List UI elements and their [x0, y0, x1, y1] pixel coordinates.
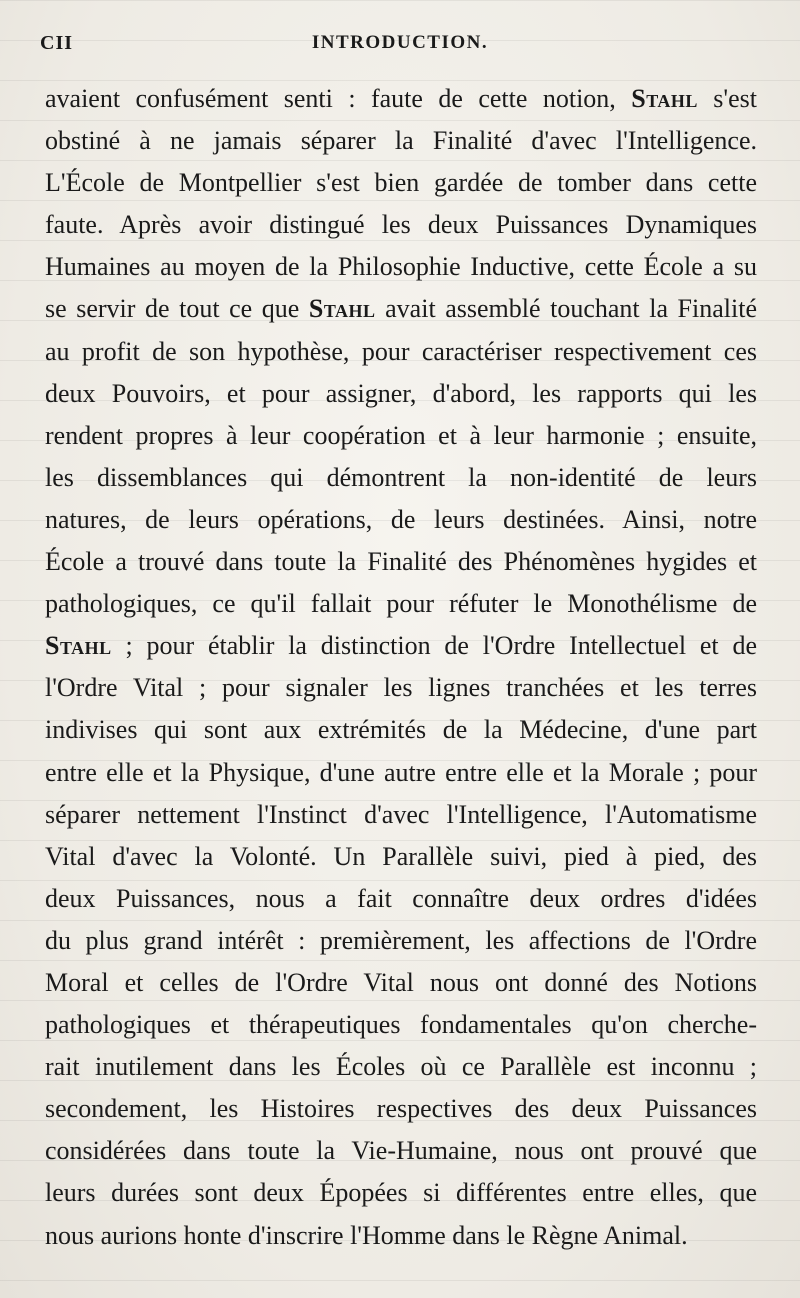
text-line [45, 331, 757, 373]
text-segment: considérées dans toute la Vie-Humaine, nous ont prouvé que [45, 1136, 757, 1166]
text-segment: s'est [697, 84, 757, 113]
text-line [45, 373, 757, 415]
text-segment: faute. Après avoir distingué les deux Puissances Dynamiques [45, 210, 757, 240]
page-number: CII [40, 32, 74, 54]
text-line [45, 667, 757, 709]
text-segment: Humaines au moyen de la Philosophie Inductive, cette École a su [45, 252, 757, 282]
text-line [45, 288, 757, 330]
text-segment: pathologiques et thérapeutiques fondamentales qu'on cherche- [45, 1010, 757, 1040]
text-line [45, 120, 757, 162]
running-title: INTRODUCTION. [311, 32, 489, 53]
text-line [45, 1046, 757, 1088]
text-line [45, 625, 757, 667]
text-segment: se servir de tout ce que [45, 294, 309, 324]
body-paragraph [45, 78, 757, 1257]
text-segment: rait inutilement dans les Écoles où ce Parallèle est inconnu ; [45, 1052, 757, 1082]
text-segment: Moral et celles de l'Ordre Vital nous ont donné des Notions [45, 967, 757, 997]
text-segment: indivises qui sont aux extrémités de la Médecine, d'une part [45, 715, 757, 745]
text-line [45, 1172, 757, 1214]
text-line [45, 204, 757, 246]
text-line [45, 1088, 757, 1130]
text-line [45, 499, 757, 541]
text-segment: secondement, les Histoires respectives des deux Puissances [45, 1094, 757, 1124]
text-segment: les dissemblances qui démontrent la non-identité de leurs [45, 462, 757, 492]
text-line [45, 962, 757, 1004]
text-line [45, 162, 757, 204]
text-segment: natures, de leurs opérations, de leurs destinées. Ainsi, notre [45, 504, 757, 534]
text-line [45, 878, 757, 920]
text-segment: deux Puissances, nous a fait connaître deux ordres d'idées [45, 883, 757, 913]
text-line [45, 836, 757, 878]
text-segment: leurs durées sont deux Épopées si différentes entre elles, que [45, 1178, 757, 1208]
text-line [45, 78, 757, 120]
text-line [45, 457, 757, 499]
text-segment: nous aurions honte d'inscrire l'Homme dans le Règne Animal. [45, 1220, 688, 1250]
text-line [45, 1004, 757, 1046]
text-segment: L'École de Montpellier s'est bien gardée de tomber dans cette [45, 168, 757, 198]
text-segment: du plus grand intérêt : premièrement, les affections de l'Ordre [45, 925, 757, 955]
text-line [45, 752, 757, 794]
text-segment: rendent propres à leur coopération et à leur harmonie ; ensuite, [45, 420, 757, 450]
text-line [45, 1130, 757, 1172]
text-segment: pathologiques, ce qu'il fallait pour réfuter le Monothélisme de [45, 589, 757, 619]
text-line [45, 794, 757, 836]
text-segment: l'Ordre Vital ; pour signaler les lignes tranchées et les terres [45, 673, 757, 703]
text-line [45, 1215, 757, 1257]
author-name-small-caps: Stahl [308, 294, 376, 324]
text-segment: deux Pouvoirs, et pour assigner, d'abord, les rapports qui les [45, 378, 757, 408]
text-line [45, 583, 757, 625]
text-segment: au profit de son hypothèse, pour caractériser respectivement ces [45, 336, 757, 366]
text-segment: avait assemblé touchant la Finalité [375, 294, 757, 324]
text-line [45, 541, 757, 583]
page-header [40, 30, 760, 60]
text-line [45, 920, 757, 962]
text-segment: avaient confusément senti : faute de cette notion, [45, 84, 632, 113]
text-segment: entre elle et la Physique, d'une autre entre elle et la Morale ; pour [45, 757, 757, 787]
author-name-small-caps: Stahl [631, 84, 698, 113]
text-segment: École a trouvé dans toute la Finalité des Phénomènes hygides et [45, 547, 757, 577]
text-segment: obstiné à ne jamais séparer la Finalité d'avec l'Intelligence. [45, 126, 757, 156]
text-segment: Vital d'avec la Volonté. Un Parallèle suivi, pied à pied, des [45, 841, 757, 871]
text-segment: séparer nettement l'Instinct d'avec l'Intelligence, l'Automatisme [45, 799, 757, 829]
text-line [45, 415, 757, 457]
text-line [45, 709, 757, 751]
author-name-small-caps: Stahl [45, 631, 112, 661]
text-segment: ; pour établir la distinction de l'Ordre Intellectuel et de [111, 631, 757, 661]
text-line [45, 246, 757, 288]
